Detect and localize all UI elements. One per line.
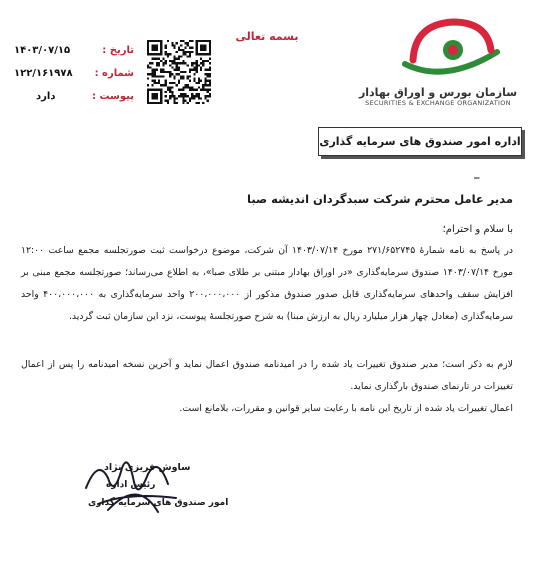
department-title: اداره امور صندوق های سرمایه گذاری <box>318 127 522 156</box>
date-label: تاریخ : <box>102 45 134 56</box>
qr-code-icon <box>147 40 211 104</box>
sec-logo-icon <box>395 12 505 92</box>
greeting: با سلام و احترام؛ <box>442 224 513 235</box>
signatory-name: ساوش فریزی نژاد <box>104 462 191 473</box>
number-row <box>14 68 134 82</box>
signatory-department: امور صندوق های سرمایه گذاری <box>88 498 229 508</box>
date-row <box>14 45 134 59</box>
attachment-value: دارد <box>36 91 56 102</box>
paragraph-closing: اعمال تغییرات یاد شده از تاریخ این نامه با رعایت سایر قوانین و مقررات، بلامانع است. <box>179 403 513 414</box>
addressee: مدیر عامل محترم شرکت سبدگردان اندیشه صبا <box>247 192 513 206</box>
org-name-fa: سازمان بورس و اوراق بهادار <box>358 86 518 99</box>
number-label: شماره : <box>94 68 134 79</box>
signatory-title: رئیس اداره <box>106 480 156 490</box>
date-value: ۱۴۰۳/۰۷/۱۵ <box>14 45 71 56</box>
attachment-label: پیوست : <box>91 91 134 102</box>
org-name-en: SECURITIES & EXCHANGE ORGANIZATION <box>365 99 511 107</box>
attachment-row <box>14 91 134 105</box>
paragraph-main: در پاسخ به نامه شمارۀ ۲۷۱/۶۵۲۷۴۵ مورخ ۱۴۰۳/۰۷/۱۴ آن شرکت، موضوع درخواست ثبت صورتجلسه مجمع ساعت ۱۲:۰۰ مورخ ۱۴۰۳/۰۷/۱۴ صندوق سرمایه‌گذاری «در اوراق بهادار مبتنی بر طلای صبا»، به اطلاع می‌رساند؛ صورتجلسه مجمع مبنی بر افزایش سقف واحدهای سرمایه‌گذاری قابل صدور صندوق مذکور از ۲۰۰،۰۰۰،۰۰۰ واحد سرمایه‌گذاری به ۴۰۰،۰۰۰،۰۰۰ واحد سرمایه‌گذاری (معادل چهار هزار میلیارد ریال به ارزش مبنا) به شرح صورتجلسۀ پیوست، نزد این سازمان ثبت گردید. <box>21 245 513 322</box>
separator-dash: _ <box>474 166 480 179</box>
number-value: ۱۲۲/۱۶۱۹۷۸ <box>14 68 73 79</box>
paragraph-note: لازم به ذکر است؛ مدیر صندوق تغییرات یاد شده را در امیدنامه صندوق اعمال نماید و آخرین نسخه امیدنامه را پس از اعمال تغییرات در تارنمای صندوق بارگذاری نماید. <box>21 359 513 392</box>
bismillah: بسمه تعالی <box>235 30 299 43</box>
